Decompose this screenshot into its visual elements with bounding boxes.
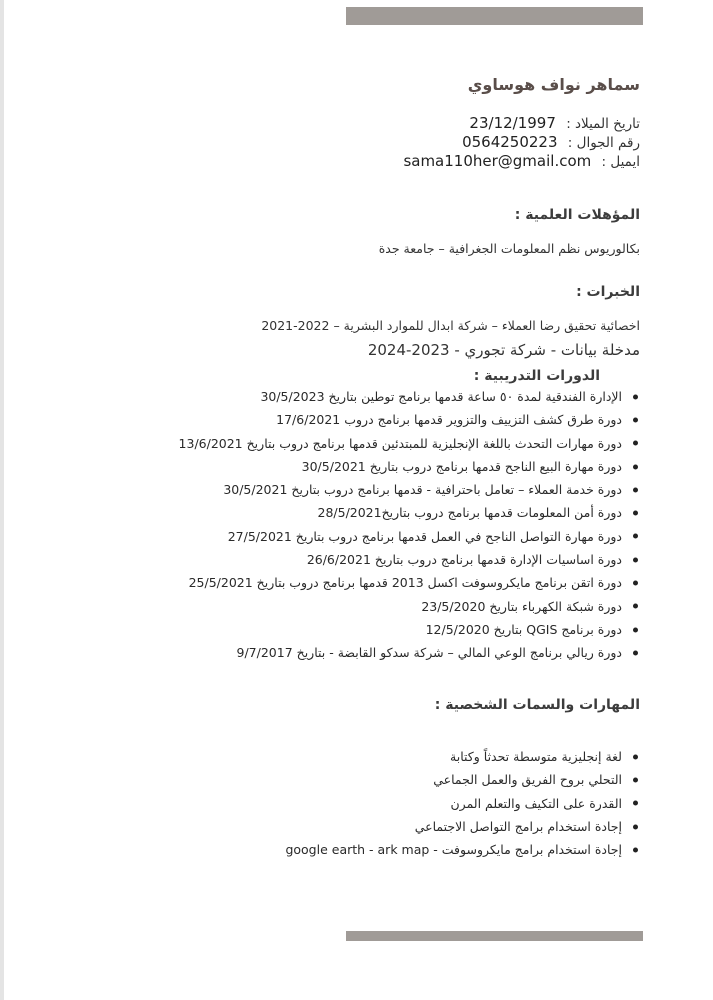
course-item: دورة ريالي برنامج الوعي المالي – شركة سدكو القابضة - بتاريخ 9/7/2017	[179, 641, 622, 664]
skill-item: إجادة استخدام برامج مايكروسوفت - google earth - ark map	[285, 838, 622, 861]
course-item: دورة اتقن برنامج مايكروسوفت اكسل 2013 قدمها برنامج دروب بتاريخ 25/5/2021	[179, 571, 622, 594]
qualification-item: بكالوريوس نظم المعلومات الجغرافية – جامعة جدة	[378, 241, 640, 256]
course-item: دورة طرق كشف التزييف والتزوير قدمها برنامج دروب 17/6/2021	[179, 408, 622, 431]
experience-item-1: اخصائية تحقيق رضا العملاء – شركة ابدال للموارد البشرية – 2022-2021	[261, 318, 640, 333]
email-value[interactable]: sama110her@gmail.com	[403, 152, 592, 170]
bottom-decorative-bar	[346, 931, 643, 941]
courses-heading: الدورات التدريبية :	[473, 368, 600, 384]
experience-item-2: مدخلة بيانات - شركة تجوري - 2023-2024	[367, 341, 640, 359]
birth-date-line	[469, 114, 640, 132]
skills-list	[285, 745, 640, 861]
skill-item: لغة إنجليزية متوسطة تحدثاً وكتابة	[285, 745, 622, 768]
skills-heading: المهارات والسمات الشخصية :	[434, 697, 640, 713]
course-item: دورة شبكة الكهرباء بتاريخ 23/5/2020	[179, 595, 622, 618]
email-line	[403, 152, 640, 170]
course-item: دورة مهارة البيع الناجح قدمها برنامج دروب بتاريخ 30/5/2021	[179, 455, 622, 478]
phone-line	[462, 133, 640, 151]
course-item: الإدارة الفندقية لمدة ٥٠ ساعة قدمها برنامج توطين بتاريخ 30/5/2023	[179, 385, 622, 408]
phone-label: رقم الجوال :	[567, 135, 640, 151]
skill-item: إجادة استخدام برامج التواصل الاجتماعي	[285, 815, 622, 838]
qualifications-heading: المؤهلات العلمية :	[514, 207, 640, 223]
course-item: دورة أمن المعلومات قدمها برنامج دروب بتاريخ28/5/2021	[179, 501, 622, 524]
course-item: دورة اساسيات الإدارة قدمها برنامج دروب بتاريخ 26/6/2021	[179, 548, 622, 571]
course-item: دورة مهارة التواصل الناجح في العمل قدمها برنامج دروب بتاريخ 27/5/2021	[179, 525, 622, 548]
birth-date-value: 23/12/1997	[469, 114, 556, 132]
course-item: دورة برنامج QGIS بتاريخ 12/5/2020	[179, 618, 622, 641]
skill-item: القدرة على التكيف والتعلم المرن	[285, 792, 622, 815]
courses-list	[179, 385, 640, 665]
email-label: ايميل :	[601, 154, 640, 170]
resume-name: سماهر نواف هوساوي	[467, 75, 640, 94]
course-item: دورة مهارات التحدث باللغة الإنجليزية للمبتدئين قدمها برنامج دروب بتاريخ 13/6/2021	[179, 432, 622, 455]
experience-heading: الخبرات :	[576, 284, 640, 300]
course-item: دورة خدمة العملاء – تعامل باحترافية - قدمها برنامج دروب بتاريخ 30/5/2021	[179, 478, 622, 501]
phone-value: 0564250223	[462, 133, 558, 151]
page-edge	[0, 0, 4, 1000]
birth-date-label: تاريخ الميلاد :	[566, 116, 640, 132]
top-decorative-bar	[346, 7, 643, 25]
skill-item: التحلي بروح الفريق والعمل الجماعي	[285, 768, 622, 791]
